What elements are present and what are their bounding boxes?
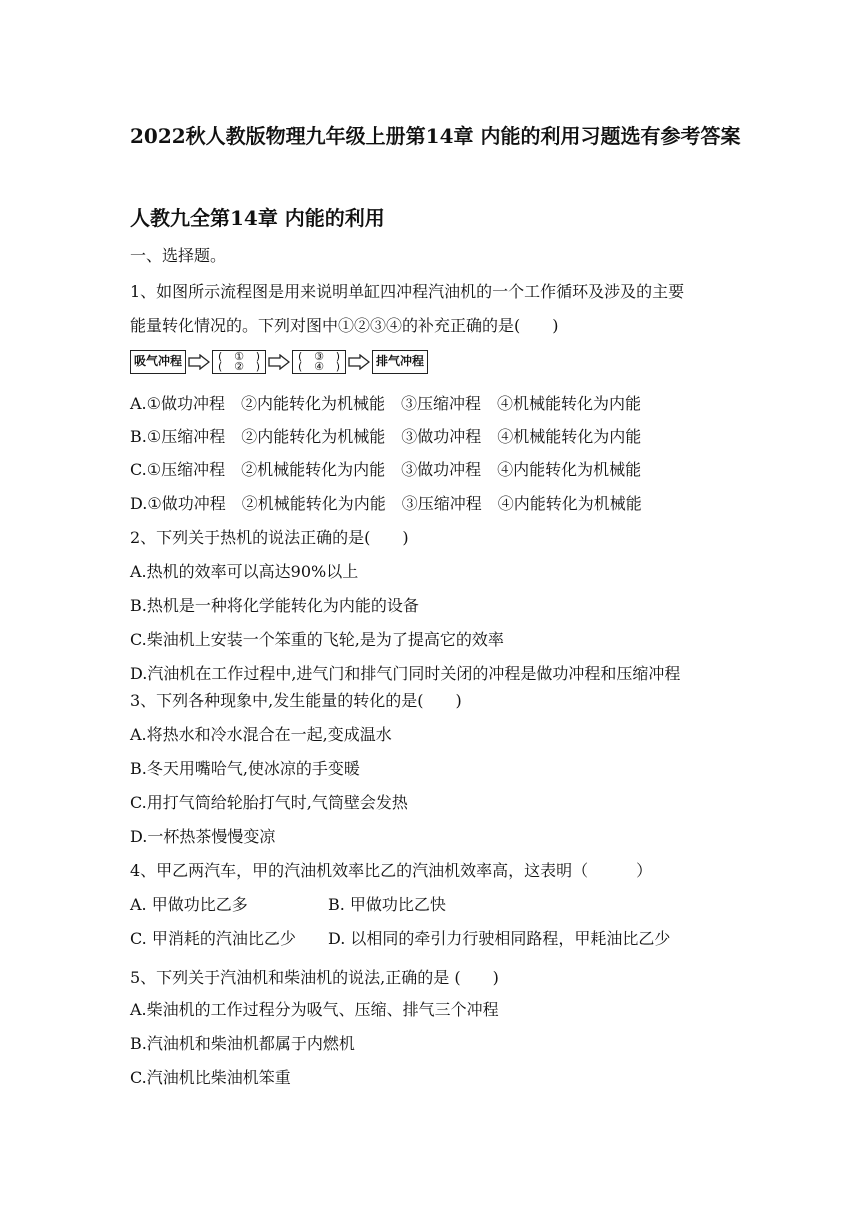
question-5-option-b: B.汽油机和柴油机都属于内燃机 — [130, 1034, 355, 1053]
blank-2: ② — [234, 360, 244, 373]
question-2-option-d: D.汽油机在工作过程中,进气门和排气门同时关闭的冲程是做功冲程和压缩冲程 — [130, 664, 681, 683]
question-4-option-d: D. 以相同的牵引力行驶相同路程，甲耗油比乙少 — [328, 929, 671, 948]
stroke-flowchart — [130, 348, 430, 378]
question-3-option-a: A.将热水和冷水混合在一起,变成温水 — [130, 725, 392, 744]
blank-1: ① — [234, 350, 244, 363]
question-4-options-row-2 — [130, 927, 670, 951]
blank-box-3-4: ( ③ ) ( ④ ) — [292, 350, 346, 374]
exhaust-stroke-box: 排气冲程 — [372, 350, 428, 374]
question-2-option-a: A.热机的效率可以高达90%以上 — [130, 562, 359, 581]
question-4-stem: 4、甲乙两汽车，甲的汽油机效率比乙的汽油机效率高，这表明（ ） — [130, 861, 653, 880]
question-1-option-a: A.①做功冲程 ②内能转化为机械能 ③压缩冲程 ④机械能转化为内能 — [130, 394, 641, 413]
flow-arrow-icon — [188, 354, 210, 370]
blank-3: ③ — [314, 350, 324, 363]
blank-4: ④ — [314, 360, 324, 373]
question-3-option-c: C.用打气筒给轮胎打气时,气筒壁会发热 — [130, 793, 408, 812]
question-2-option-c: C.柴油机上安装一个笨重的飞轮,是为了提高它的效率 — [130, 630, 504, 649]
chapter-heading: 人教九全第14章 内能的利用 — [130, 206, 385, 230]
intake-stroke-box: 吸气冲程 — [130, 350, 186, 374]
question-4-option-c: C. 甲消耗的汽油比乙少 — [130, 929, 296, 948]
question-2-stem: 2、下列关于热机的说法正确的是( ) — [130, 528, 409, 547]
question-1-option-c: C.①压缩冲程 ②机械能转化为内能 ③做功冲程 ④内能转化为机械能 — [130, 460, 642, 479]
question-1-stem-line-2: 能量转化情况的。下列对图中①②③④的补充正确的是( ) — [130, 316, 559, 335]
question-1-option-b: B.①压缩冲程 ②内能转化为机械能 ③做功冲程 ④机械能转化为内能 — [130, 427, 642, 446]
section-heading: 一、选择题。 — [130, 246, 227, 265]
question-3-option-b: B.冬天用嘴哈气,使冰凉的手变暖 — [130, 759, 360, 778]
question-3-option-d: D.一杯热茶慢慢变凉 — [130, 827, 276, 846]
question-2-option-b: B.热机是一种将化学能转化为内能的设备 — [130, 596, 419, 615]
question-5-stem: 5、下列关于汽油机和柴油机的说法,正确的是 ( ) — [130, 968, 499, 987]
flow-arrow-icon — [348, 354, 370, 370]
blank-box-1-2: ( ① ) ( ② ) — [212, 350, 266, 374]
question-4-options-row-1 — [130, 893, 446, 917]
question-4-option-a: A. 甲做功比乙多 — [130, 895, 248, 914]
question-5-option-c: C.汽油机比柴油机笨重 — [130, 1068, 291, 1087]
question-1-option-d: D.①做功冲程 ②机械能转化为内能 ③压缩冲程 ④内能转化为机械能 — [130, 494, 642, 513]
document-title: 2022秋人教版物理九年级上册第14章 内能的利用习题选有参考答案 — [130, 124, 741, 148]
flow-arrow-icon — [268, 354, 290, 370]
question-4-option-b: B. 甲做功比乙快 — [328, 895, 446, 914]
question-5-option-a: A.柴油机的工作过程分为吸气、压缩、排气三个冲程 — [130, 1000, 499, 1019]
question-3-stem: 3、下列各种现象中,发生能量的转化的是( ) — [130, 691, 462, 710]
question-1-stem-line-1: 1、如图所示流程图是用来说明单缸四冲程汽油机的一个工作循环及涉及的主要 — [130, 282, 685, 301]
